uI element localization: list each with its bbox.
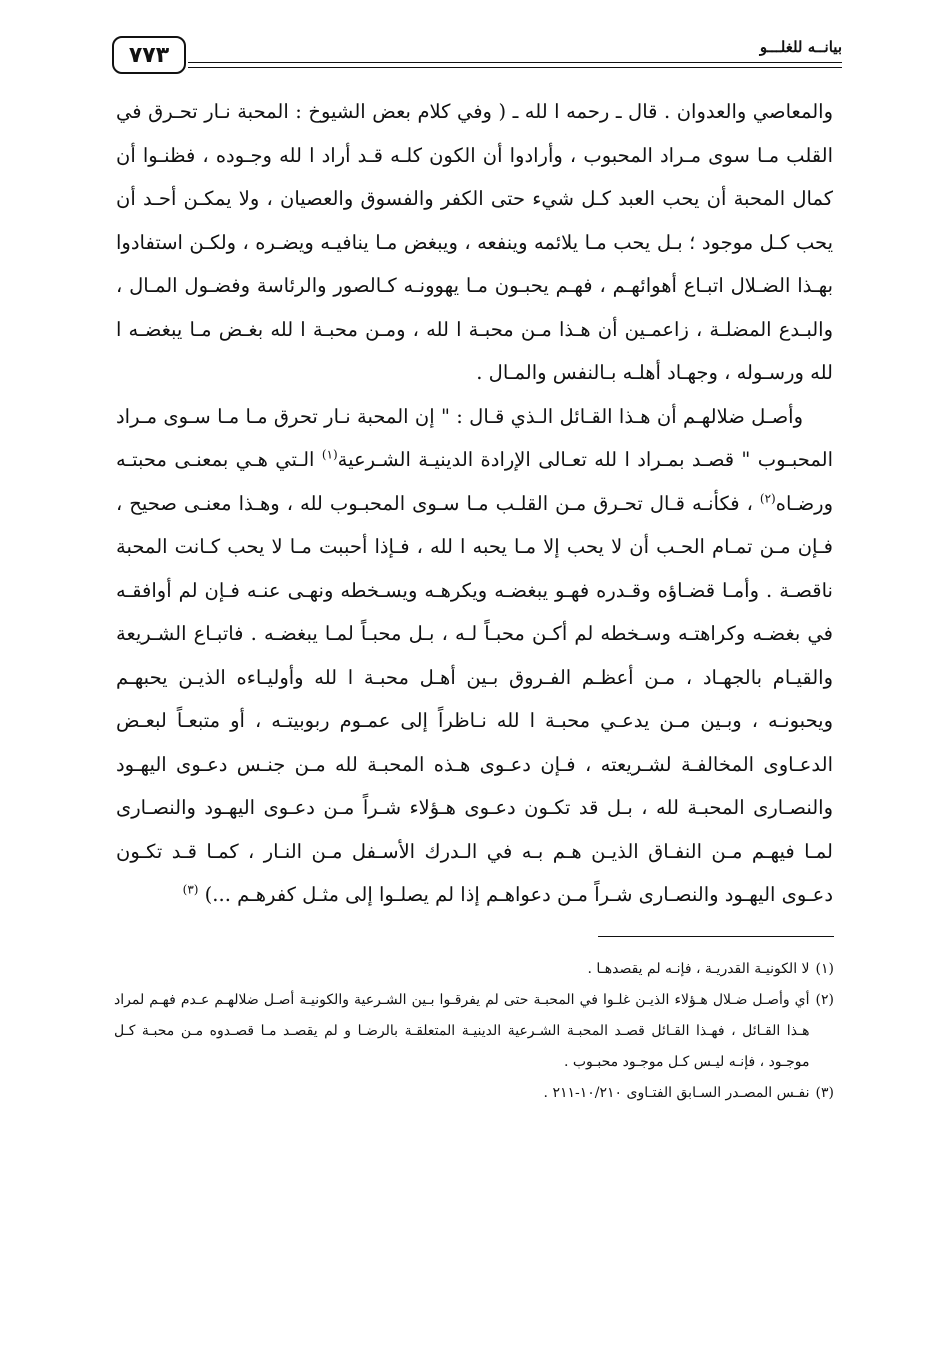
footnote-text: أي وأصـل ضـلال هـؤلاء الذيـن غلـوا في المحبـة حتى لم يفرقـوا بـين الشـرعية والكونيـة أصـل ضلالهـم عـدم فهـم لمراد هـذا القـائل ، فهـذا القـائل قصـد المحبـة الشـرعية الدينيـة المتعلقـة بالرضـا و لم يقصـد مـا قصـدوه مـن محبـة كـل موجـود ، فإنـه ليـس كـل موجـود محبـوب . bbox=[114, 992, 810, 1070]
header-rule bbox=[188, 62, 842, 63]
running-header bbox=[112, 36, 842, 78]
footnote-marker: (٣) bbox=[182, 882, 199, 897]
footnote-number: (٣) bbox=[815, 1085, 834, 1101]
paragraph-text: ، فكأنـه قـال تحـرق مـن القلـب مـا سـوى المحبـوب لله ، وهـذا معنـى صحيح ، فـإن مـن تمـام الحـب أن لا يحب إلا مـا يحبه ا لله ، فـإذا أحببت مـا لا يحب كـانت المحبة ناقصـة . وأمـا قضـاؤه وقـدره فهـو يبغضـه ويكرهـه ويسـخطه ونهـى عنـه فـإن لم أوافقـه في بغضـه وكراهتـه وسـخطه لم أكـن محبـاً لـه ، بـل محبـاً لمـا يبغضـه . فاتبـاع الشـريعة والقيـام بالجهـاد ، مـن أعظـم الفـروق بـين أهـل محبـة ا لله وأوليـاءه الذيـن يحبهـم ويحبونـه ، وبـين مـن يدعـي محبـة ا لله نـاظراً إلى عمـوم ربوبيتـه ، أو متبعـاً لبعـض الدعـاوى المخالفـة لشـريعته ، فـإن دعـوى هـذه المحبـة لله مـن جنـس دعـوى اليهـود والنصـارى المحبـة لله ، بـل قد تكـون دعـوى هـؤلاء شـراً مـن دعـوى اليهـود والنصـارى لمـا فيهـم مـن النفـاق الذيـن هـم بـه في الـدرك الأسـفل مـن النـار ، كمـا قـد تكـون دعـوى اليهـود والنصـارى شـراً مـن دعواهـم إذا لم يصلـوا إلى مثـل كفرهـم ...) bbox=[116, 491, 833, 906]
footnote bbox=[114, 985, 834, 1078]
footnote-text: لا الكونيـة القدريـة ، فإنـه لم يقصدهـا . bbox=[587, 961, 810, 977]
footnote-number: (٢) bbox=[815, 992, 834, 1008]
footnote bbox=[114, 954, 834, 985]
footnote-marker: (٢) bbox=[759, 491, 776, 505]
footnote-text: نفـس المصـدر السـابق الفتـاوى ١٠/٢١٠-٢١١ . bbox=[543, 1085, 810, 1101]
footnote-number: (١) bbox=[815, 961, 834, 977]
paragraph bbox=[116, 395, 833, 917]
footnotes bbox=[114, 954, 834, 1109]
footnote-separator bbox=[598, 936, 834, 937]
running-title: بيانــه للغلـــو bbox=[754, 38, 842, 56]
paragraph bbox=[116, 90, 833, 395]
paragraph-text: وأصـل ضلالهـم أن هـذا القـائل الـذي قـال : " إن المحبة نـار تحرق مـا مـا سـوى مـراد المحبـوب " قصـد بمـراد ا لله تعـالى الإرادة الدينيـة الشـرعية bbox=[116, 404, 833, 471]
footnote bbox=[114, 1078, 834, 1109]
page-number: ٧٧٣ bbox=[112, 36, 186, 74]
header-rule-double bbox=[188, 67, 842, 68]
main-text bbox=[116, 90, 833, 917]
paragraph-text: الـتي هـي بمعنـى محبتـه ورضـاه bbox=[116, 448, 833, 515]
paragraph-text: والمعاصي والعدوان . قال ـ رحمه ا لله ـ ( وفي كلام بعض الشيوخ : المحبة نـار تحـرق في القلب مـا سوى مـراد المحبوب ، وأرادوا أن الكون كلـه قـد أراد ا لله وجـوده ، فظنـوا أن كمال المحبة أن يحب العبد كـل شيء حتى الكفر والفسوق والعصيان ، ولا يمكـن أحـد أن يحب كـل موجود ؛ بـل يحب مـا يلائمه وينفعه ، ويبغض مـا ينافيـه ويضـره ، ولكـن استفادوا بهـذا الضـلال اتبـاع أهوائهـم ، فهـم يحبـون مـا يهوونـه كـالصور والرئاسة وفضـول المـال ، والبـدع المضلـة ، زاعمـين أن هـذا مـن محبـة ا لله ، ومـن محبـة ا لله بغـض مـا يبغضـه ا لله ورسـوله ، وجهـاد أهلـه بـالنفس والمـال . bbox=[116, 100, 833, 384]
footnote-marker: (١) bbox=[321, 447, 338, 462]
